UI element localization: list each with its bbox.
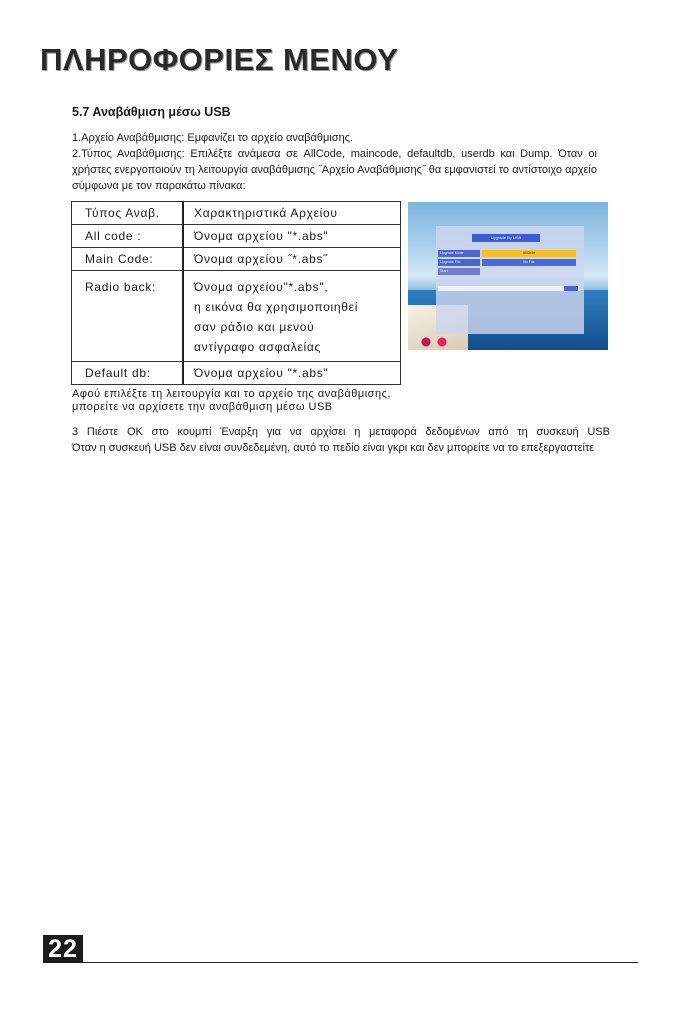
table-cell-type: Radio back:: [72, 271, 184, 362]
progress-indicator: [564, 286, 578, 291]
table-row: [72, 271, 401, 362]
upgrade-file-table: [71, 201, 401, 385]
after-table-line: μπορείτε να αρχίσετε την αναβάθμιση μέσω USB: [72, 401, 333, 413]
menu-row-value: AllCode: [482, 250, 576, 257]
menu-row-label: Upgrade File: [438, 259, 480, 266]
menu-row-label: Upgrade Mode: [438, 250, 480, 257]
menu-row-start: [438, 268, 580, 275]
table-cell-desc: [183, 271, 401, 362]
table-header-file: Χαρακτηριστικά Αρχείου: [183, 202, 401, 225]
intro-text: [72, 130, 597, 194]
menu-row-value: No File: [482, 259, 576, 266]
table-cell-type: All code :: [72, 225, 184, 248]
menu-row-label: Start: [438, 268, 480, 275]
page-number: 22: [43, 935, 83, 963]
table-cell-desc-line: σαν ράδιο και μενού: [194, 320, 315, 334]
table-cell-desc: Όνομα αρχείου "*.abs": [183, 225, 401, 248]
step3-text: [72, 424, 610, 456]
section-heading: 5.7 Αναβάθμιση μέσω USB: [72, 105, 231, 119]
progress-bar: [438, 286, 580, 291]
menu-row-upgrade-mode: [438, 250, 580, 257]
footer-rule: [83, 962, 638, 963]
step3-line-start: 3 Πιέστε OK στο κουμπί Έναρξη για να αρχίσει η μεταφορά δεδομένων από τη συσκευή USB: [72, 426, 610, 438]
intro-line-upgrade-file: 1.Αρχείο Αναβάθμισης: Εμφανίζει το αρχείο αναβάθμισης.: [72, 132, 354, 144]
table-row: [72, 362, 401, 385]
table-cell-type: Main Code:: [72, 248, 184, 271]
intro-line-upgrade-type: 2.Τύπος Αναβάθμισης: Επιλέξτε ανάμεσα σε AllCode, maincode, defaultdb, userdb και Dump. Όταν οι χρήστες ενεργοποιούν τη λειτουργία αναβάθμισης ˝Αρχείο Αναβάθμισης˝ θα εμφανιστεί το αντίστοιχο αρχείο σύμφωνα με τον παρακάτω πίνακα:: [72, 148, 597, 192]
table-cell-desc: Όνομα αρχείου ˝*.abs˝: [183, 248, 401, 271]
menu-title: Upgrade By USB: [472, 234, 540, 242]
table-cell-desc: Όνομα αρχείου "*.abs": [183, 362, 401, 385]
table-row: [72, 225, 401, 248]
menu-row-upgrade-file: [438, 259, 580, 266]
after-table-text: [72, 388, 402, 414]
after-table-line: Αφού επιλέξτε τη λειτουργία και το αρχείο της αναβάθμισης,: [72, 388, 391, 400]
page-title: ΠΛΗΡΟΦΟΡΙΕΣ ΜΕΝΟΥ: [40, 42, 399, 77]
table-cell-desc-line: η εικόνα θα χρησιμοποιηθεί: [194, 300, 359, 314]
flowers-image: [414, 336, 454, 348]
table-cell-desc-line: Όνομα αρχείου"*.abs",: [194, 280, 329, 294]
table-cell-type: Default db:: [72, 362, 184, 385]
table-row: [72, 248, 401, 271]
table-cell-desc-line: αντίγραφο ασφαλείας: [194, 340, 321, 354]
usb-upgrade-screenshot: [408, 202, 608, 350]
table-header-type: Τύπος Αναβ.: [72, 202, 184, 225]
upgrade-menu-panel: [436, 226, 584, 334]
table-header-row: [72, 202, 401, 225]
step3-line-grey: Όταν η συσκευή USB δεν είναι συνδεδεμένη, αυτό το πεδίο είναι γκρι και δεν μπορείτε να το επεξεργαστείτε: [72, 442, 595, 454]
